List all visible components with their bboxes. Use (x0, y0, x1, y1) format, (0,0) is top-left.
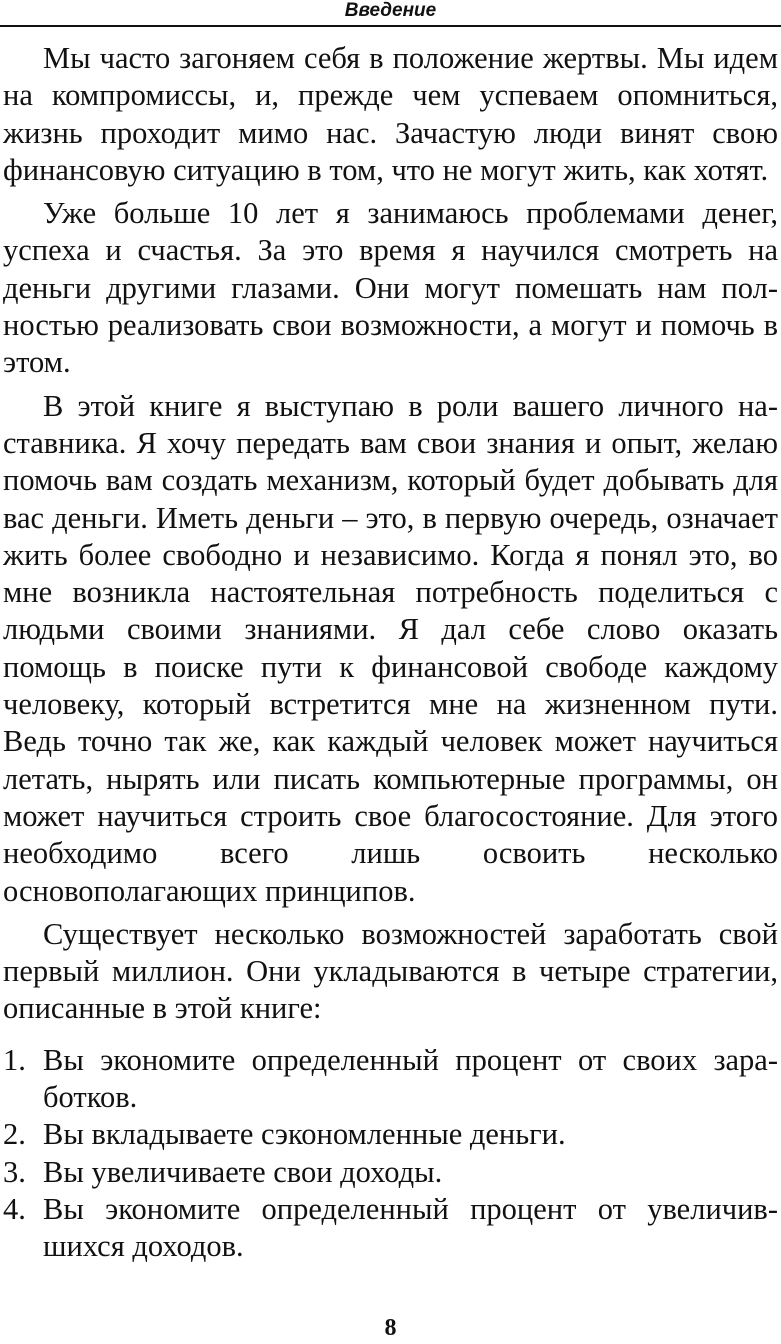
list-item-text: Вы вкладываете сэкономленные деньги. (43, 1117, 566, 1152)
list-item (3, 1042, 778, 1117)
running-head (0, 0, 781, 27)
list-item-number: 1. (3, 1042, 26, 1077)
page-body (3, 40, 778, 1266)
paragraph: Мы часто загоняем себя в положение жертвы. Мы идем на компромиссы, и, прежде чем успеваем опомниться, жизнь проходит мимо нас. Зачастую люди винят свою финансовую ситуацию в том, что не могут жить, как хотят. (3, 41, 778, 187)
list-item-number: 3. (3, 1154, 26, 1189)
paragraph: В этой книге я выступаю в роли вашего личного наставника. Я хочу передать вам свои знания и опыт, желаю помочь вам создать механизм, который будет добывать для вас деньги. Иметь деньги – это, в первую очередь, означает жить более свободно и независимо. Когда я понял это, во мне возникла настоятельная потребность поделиться с людьми своими знаниями. Я дал себе слово оказать помощь в поиске пути к финансовой свободе каждому человеку, который встретится мне на жизненном пути. Ведь точно так же, как каждый человек может научиться летать, нырять или писать компьютерные программы, он может научиться строить свое благосостояние. Для этого необходимо всего лишь освоить несколько основополагающих принципов. (3, 388, 778, 908)
list-item (3, 1154, 778, 1191)
list-item-text: Вы увеличиваете свои доходы. (43, 1154, 443, 1189)
list-item (3, 1191, 778, 1266)
list-item (3, 1116, 778, 1153)
paragraph: Уже больше 10 лет я занимаюсь проблемами денег, успеха и счастья. За это время я научился смотреть на деньги другими глазами. Они могут помешать нам полностью реализовать свои возможности, а могут и помочь в этом. (3, 196, 778, 380)
list-item-number: 2. (3, 1117, 26, 1152)
list-item-text: Вы экономите определенный процент от увеличившихся доходов. (43, 1191, 778, 1264)
list-item-number: 4. (3, 1191, 26, 1226)
running-title: Введение (344, 0, 437, 21)
list-item-text: Вы экономите определенный процент от своих заработков. (43, 1042, 778, 1115)
page-number: 8 (384, 1315, 397, 1341)
strategy-list (3, 1042, 778, 1266)
paragraph: Существует несколько возможностей заработать свой первый миллион. Они укладываются в четыре стратегии, описанные в этой книге: (3, 916, 778, 1026)
